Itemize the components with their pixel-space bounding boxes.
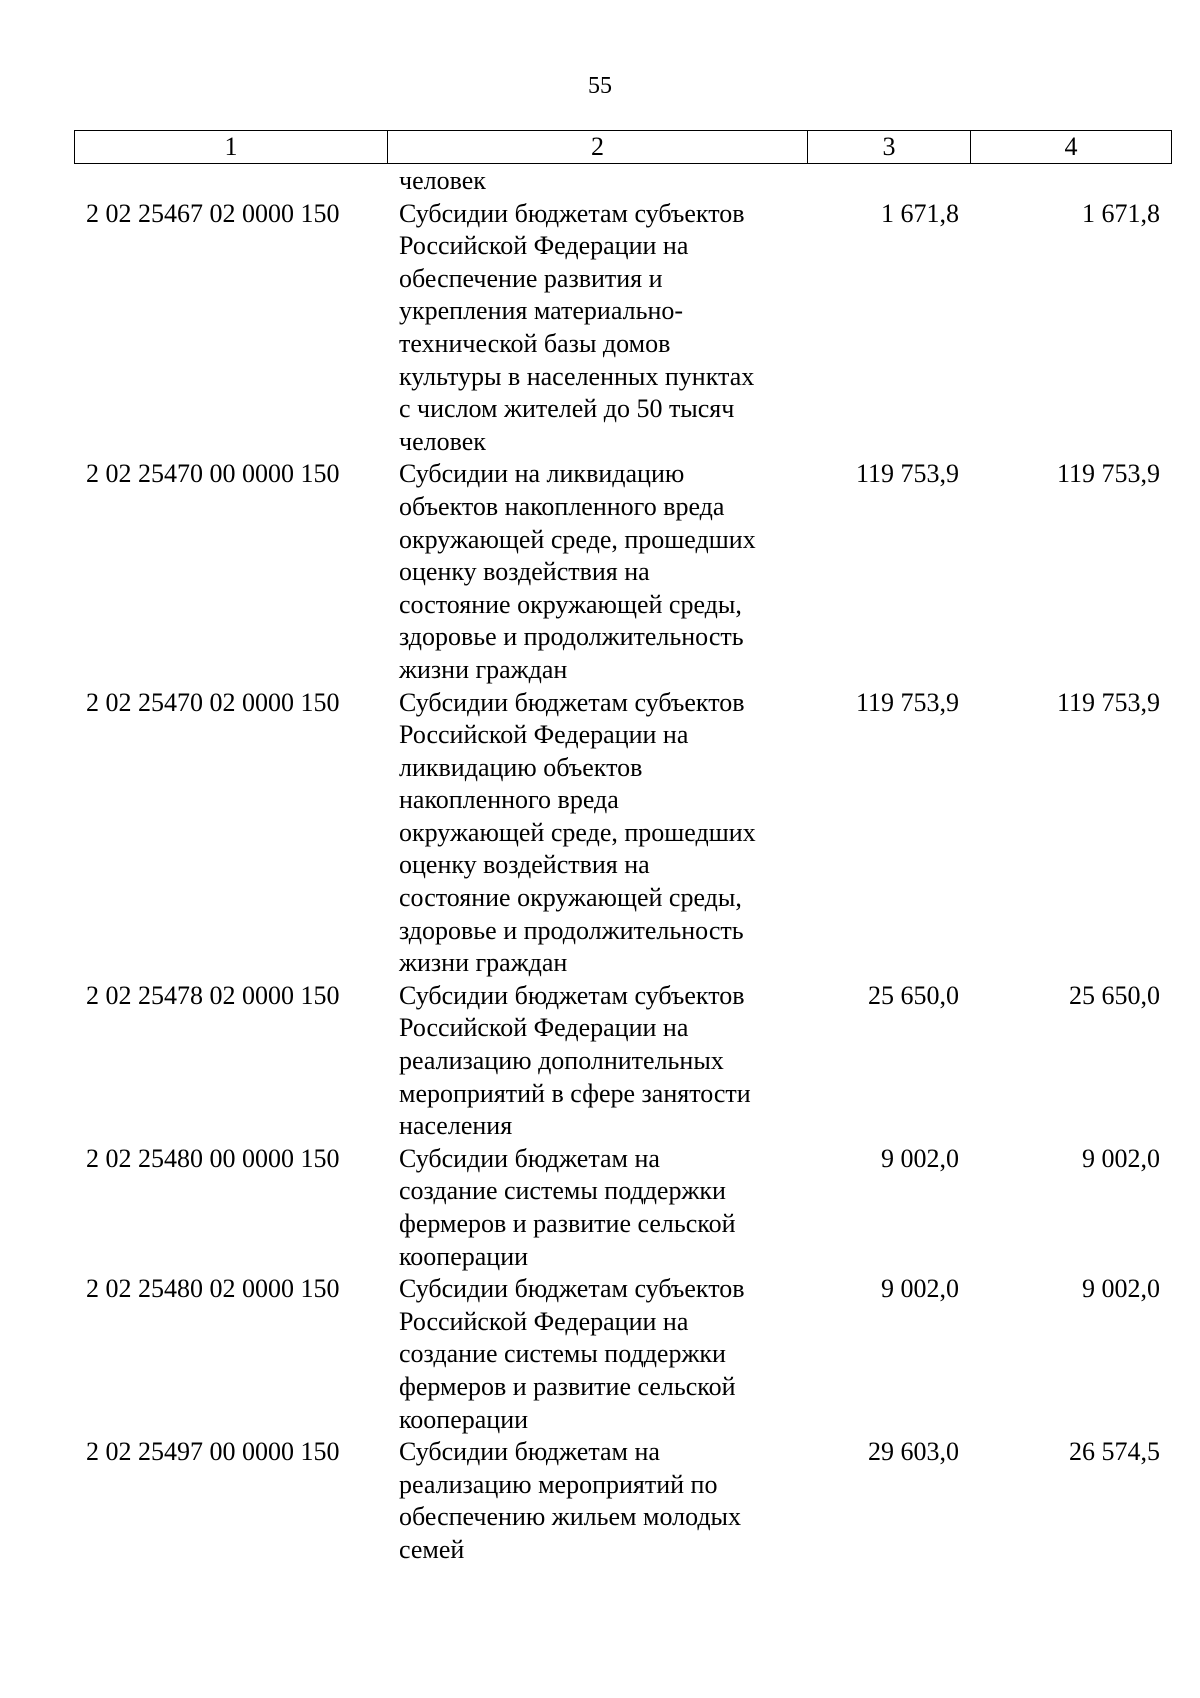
description-line: жизни граждан (399, 948, 568, 978)
description-line: окружающей среде, прошедших (399, 817, 756, 847)
column-header-1: 1 (75, 131, 388, 164)
description (387, 687, 807, 980)
description (387, 1143, 807, 1273)
description-line: состояние окружающей среды, (399, 883, 742, 913)
table-row (74, 687, 1171, 980)
description-line: здоровье и продолжительность (399, 915, 744, 945)
description-line: окружающей среде, прошедших (399, 524, 756, 554)
column-header-4: 4 (971, 131, 1172, 164)
description-line: оценку воздействия на (399, 557, 650, 587)
budget-code: 2 02 25478 02 0000 150 (86, 980, 340, 1010)
description-line: с числом жителей до 50 тысяч (399, 394, 735, 424)
amount-col3: 1 671,8 (881, 198, 959, 228)
description-line: человек (399, 166, 486, 195)
description-line: кооперации (399, 1404, 529, 1434)
description-line: ликвидацию объектов (399, 752, 643, 782)
amount-col3: 9 002,0 (881, 1274, 959, 1304)
description-line: обеспечению жильем молодых (399, 1502, 742, 1532)
description-line: кооперации (399, 1241, 529, 1271)
budget-code: 2 02 25480 00 0000 150 (86, 1143, 340, 1173)
description-line: здоровье и продолжительность (399, 622, 744, 652)
table-row (74, 458, 1171, 686)
table-row (74, 1273, 1171, 1436)
budget-code: 2 02 25467 02 0000 150 (86, 198, 340, 228)
table-row (74, 198, 1171, 459)
description-line: семей (399, 1534, 465, 1564)
description-line: обеспечение развития и (399, 263, 663, 293)
description-line: оценку воздействия на (399, 850, 650, 880)
amount-col4: 119 753,9 (1056, 687, 1160, 717)
amount-col4: 25 650,0 (1069, 980, 1160, 1010)
description-line: состояние окружающей среды, (399, 589, 742, 619)
page-number: 55 (588, 73, 612, 99)
table-row (74, 1143, 1171, 1273)
description-line: укрепления материально- (399, 296, 684, 326)
description-line: Субсидии бюджетам субъектов (399, 687, 745, 717)
description (387, 198, 807, 459)
description-line: Российской Федерации на (399, 231, 689, 261)
description-line: Субсидии бюджетам на (399, 1143, 660, 1173)
description (387, 165, 807, 198)
budget-code: 2 02 25470 00 0000 150 (86, 459, 340, 489)
description-line: создание системы поддержки (399, 1176, 726, 1206)
description (387, 458, 807, 686)
amount-col4: 119 753,9 (1056, 459, 1160, 489)
table-row (74, 1436, 1171, 1566)
description-line: объектов накопленного вреда (399, 491, 725, 521)
description-line: создание системы поддержки (399, 1339, 726, 1369)
table-row (74, 980, 1171, 1143)
description-line: накопленного вреда (399, 785, 619, 815)
amount-col4 (970, 165, 1171, 198)
table-body (74, 165, 1171, 1567)
column-header-2: 2 (388, 131, 808, 164)
budget-code: 2 02 25480 02 0000 150 (86, 1274, 340, 1304)
description-line: технической базы домов (399, 328, 671, 358)
description-line: Субсидии на ликвидацию (399, 459, 685, 489)
description-line: жизни граждан (399, 654, 568, 684)
description-line: фермеров и развитие сельской (399, 1209, 736, 1238)
column-header-row (75, 131, 1172, 164)
description-line: Субсидии бюджетам субъектов (399, 198, 745, 228)
description-line: Российской Федерации на (399, 1013, 689, 1043)
column-header-table (74, 130, 1172, 164)
description-line: Субсидии бюджетам субъектов (399, 980, 745, 1010)
budget-code: 2 02 25497 00 0000 150 (86, 1437, 340, 1467)
description-line: Субсидии бюджетам субъектов (399, 1274, 745, 1304)
description-line: реализацию мероприятий по (399, 1469, 718, 1499)
amount-col4: 1 671,8 (1082, 198, 1160, 228)
table-row (74, 165, 1171, 198)
description-line: человек (399, 426, 486, 456)
description-line: Российской Федерации на (399, 720, 689, 750)
amount-col3: 119 753,9 (855, 687, 959, 717)
amount-col3: 29 603,0 (868, 1437, 959, 1467)
amount-col4: 26 574,5 (1069, 1437, 1160, 1467)
amount-col3: 25 650,0 (868, 980, 959, 1010)
description-line: Российской Федерации на (399, 1306, 689, 1336)
column-header-3: 3 (808, 131, 971, 164)
description-line: населения (399, 1111, 513, 1141)
description-line: культуры в населенных пунктах (399, 361, 755, 391)
amount-col3: 9 002,0 (881, 1143, 959, 1173)
description (387, 980, 807, 1143)
amount-col3 (807, 165, 970, 198)
description-line: реализацию дополнительных (399, 1046, 724, 1076)
description-line: Субсидии бюджетам на (399, 1437, 660, 1467)
budget-code (74, 165, 387, 198)
budget-code: 2 02 25470 02 0000 150 (86, 687, 340, 717)
description-line: фермеров и развитие сельской (399, 1371, 736, 1401)
amount-col4: 9 002,0 (1082, 1274, 1160, 1304)
amount-col4: 9 002,0 (1082, 1143, 1160, 1173)
description (387, 1273, 807, 1436)
description-line: мероприятий в сфере занятости (399, 1078, 751, 1108)
amount-col3: 119 753,9 (855, 459, 959, 489)
description (387, 1436, 807, 1566)
